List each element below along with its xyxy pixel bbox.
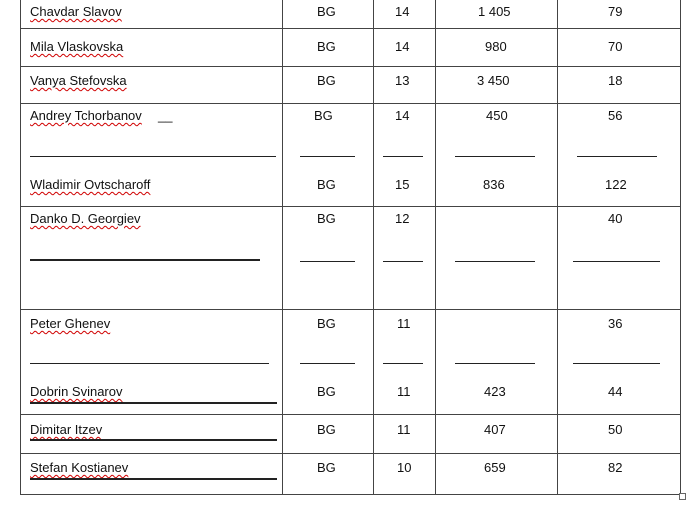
table-cell-number: 14: [395, 4, 410, 19]
table-cell-name: Mila Vlaskovska: [30, 39, 124, 54]
table-cell-number: 13: [395, 73, 410, 88]
table-cell-value: 659: [484, 460, 506, 475]
column-divider: [373, 0, 374, 495]
table-cell-count: 79: [608, 4, 623, 19]
name-underline: [30, 439, 277, 441]
table-cell-value: 836: [483, 177, 505, 192]
table-border-bottom: [20, 494, 681, 495]
name-suffix: __: [158, 108, 173, 123]
row-divider: [20, 66, 681, 67]
row-divider: [20, 28, 681, 29]
fill-line: [455, 261, 535, 262]
fill-line: [383, 261, 423, 262]
fill-line: [30, 259, 260, 261]
row-divider: [20, 414, 681, 415]
fill-line: [455, 156, 535, 157]
table-cell-country: BG: [317, 39, 336, 54]
fill-line: [455, 363, 535, 364]
table-cell-value: 450: [486, 108, 508, 123]
table-cell-count: 122: [605, 177, 627, 192]
table-cell-country: BG: [317, 4, 336, 19]
row-divider: [20, 309, 681, 310]
table-cell-country: BG: [317, 316, 336, 331]
column-divider: [435, 0, 436, 495]
table-border-left: [20, 0, 21, 495]
table-cell-name: Andrey Tchorbanov: [30, 108, 142, 123]
table-cell-country: BG: [317, 384, 336, 399]
table-cell-count: 56: [608, 108, 623, 123]
table-cell-name: Stefan Kostianev: [30, 460, 129, 475]
fill-line: [577, 156, 657, 157]
table-cell-value: 407: [484, 422, 506, 437]
table-cell-count: 36: [608, 316, 623, 331]
table-cell-name: Chavdar Slavov: [30, 4, 122, 19]
row-divider: [20, 206, 681, 207]
table-cell-number: 11: [397, 422, 411, 437]
table-cell-country: BG: [317, 73, 336, 88]
table-cell-name: Peter Ghenev: [30, 316, 111, 331]
table-cell-value: 423: [484, 384, 506, 399]
fill-line: [300, 261, 355, 262]
table-cell-name: Wladimir Ovtscharoff: [30, 177, 151, 192]
table-cell-value: 980: [485, 39, 507, 54]
table-cell-number: 11: [397, 316, 411, 331]
fill-line: [383, 156, 423, 157]
table-cell-number: 15: [395, 177, 410, 192]
name-underline: [30, 402, 277, 404]
table-resize-handle[interactable]: [679, 493, 686, 500]
table-cell-count: 40: [608, 211, 623, 226]
table-cell-count: 70: [608, 39, 623, 54]
table-cell-value: 1 405: [478, 4, 511, 19]
table-cell-value: 3 450: [477, 73, 510, 88]
table-cell-name: Dimitar Itzev: [30, 422, 103, 437]
table-cell-count: 50: [608, 422, 623, 437]
fill-line: [300, 363, 355, 364]
table-cell-name: Dobrin Svinarov: [30, 384, 123, 399]
name-underline: [30, 478, 277, 480]
table-cell-number: 12: [395, 211, 410, 226]
table-cell-country: BG: [317, 460, 336, 475]
table-cell-country: BG: [314, 108, 333, 123]
table-cell-count: 44: [608, 384, 623, 399]
row-divider: [20, 453, 681, 454]
column-divider: [557, 0, 558, 495]
table-border-right: [680, 0, 681, 495]
table-cell-country: BG: [317, 211, 336, 226]
table-cell-count: 82: [608, 460, 623, 475]
table-cell-country: BG: [317, 177, 336, 192]
table-cell-name: Vanya Stefovska: [30, 73, 127, 88]
fill-line: [300, 156, 355, 157]
row-divider: [20, 103, 681, 104]
fill-line: [573, 363, 660, 364]
table-cell-number: 14: [395, 108, 410, 123]
fill-line: [383, 363, 423, 364]
table-cell-number: 11: [397, 384, 411, 399]
fill-line: [573, 261, 660, 262]
table-cell-number: 10: [397, 460, 412, 475]
fill-line: [30, 363, 269, 364]
table-cell-name: Danko D. Georgiev: [30, 211, 141, 226]
table-cell-count: 18: [608, 73, 623, 88]
column-divider: [282, 0, 283, 495]
table-cell-number: 14: [395, 39, 410, 54]
table-cell-country: BG: [317, 422, 336, 437]
fill-line: [30, 156, 276, 157]
